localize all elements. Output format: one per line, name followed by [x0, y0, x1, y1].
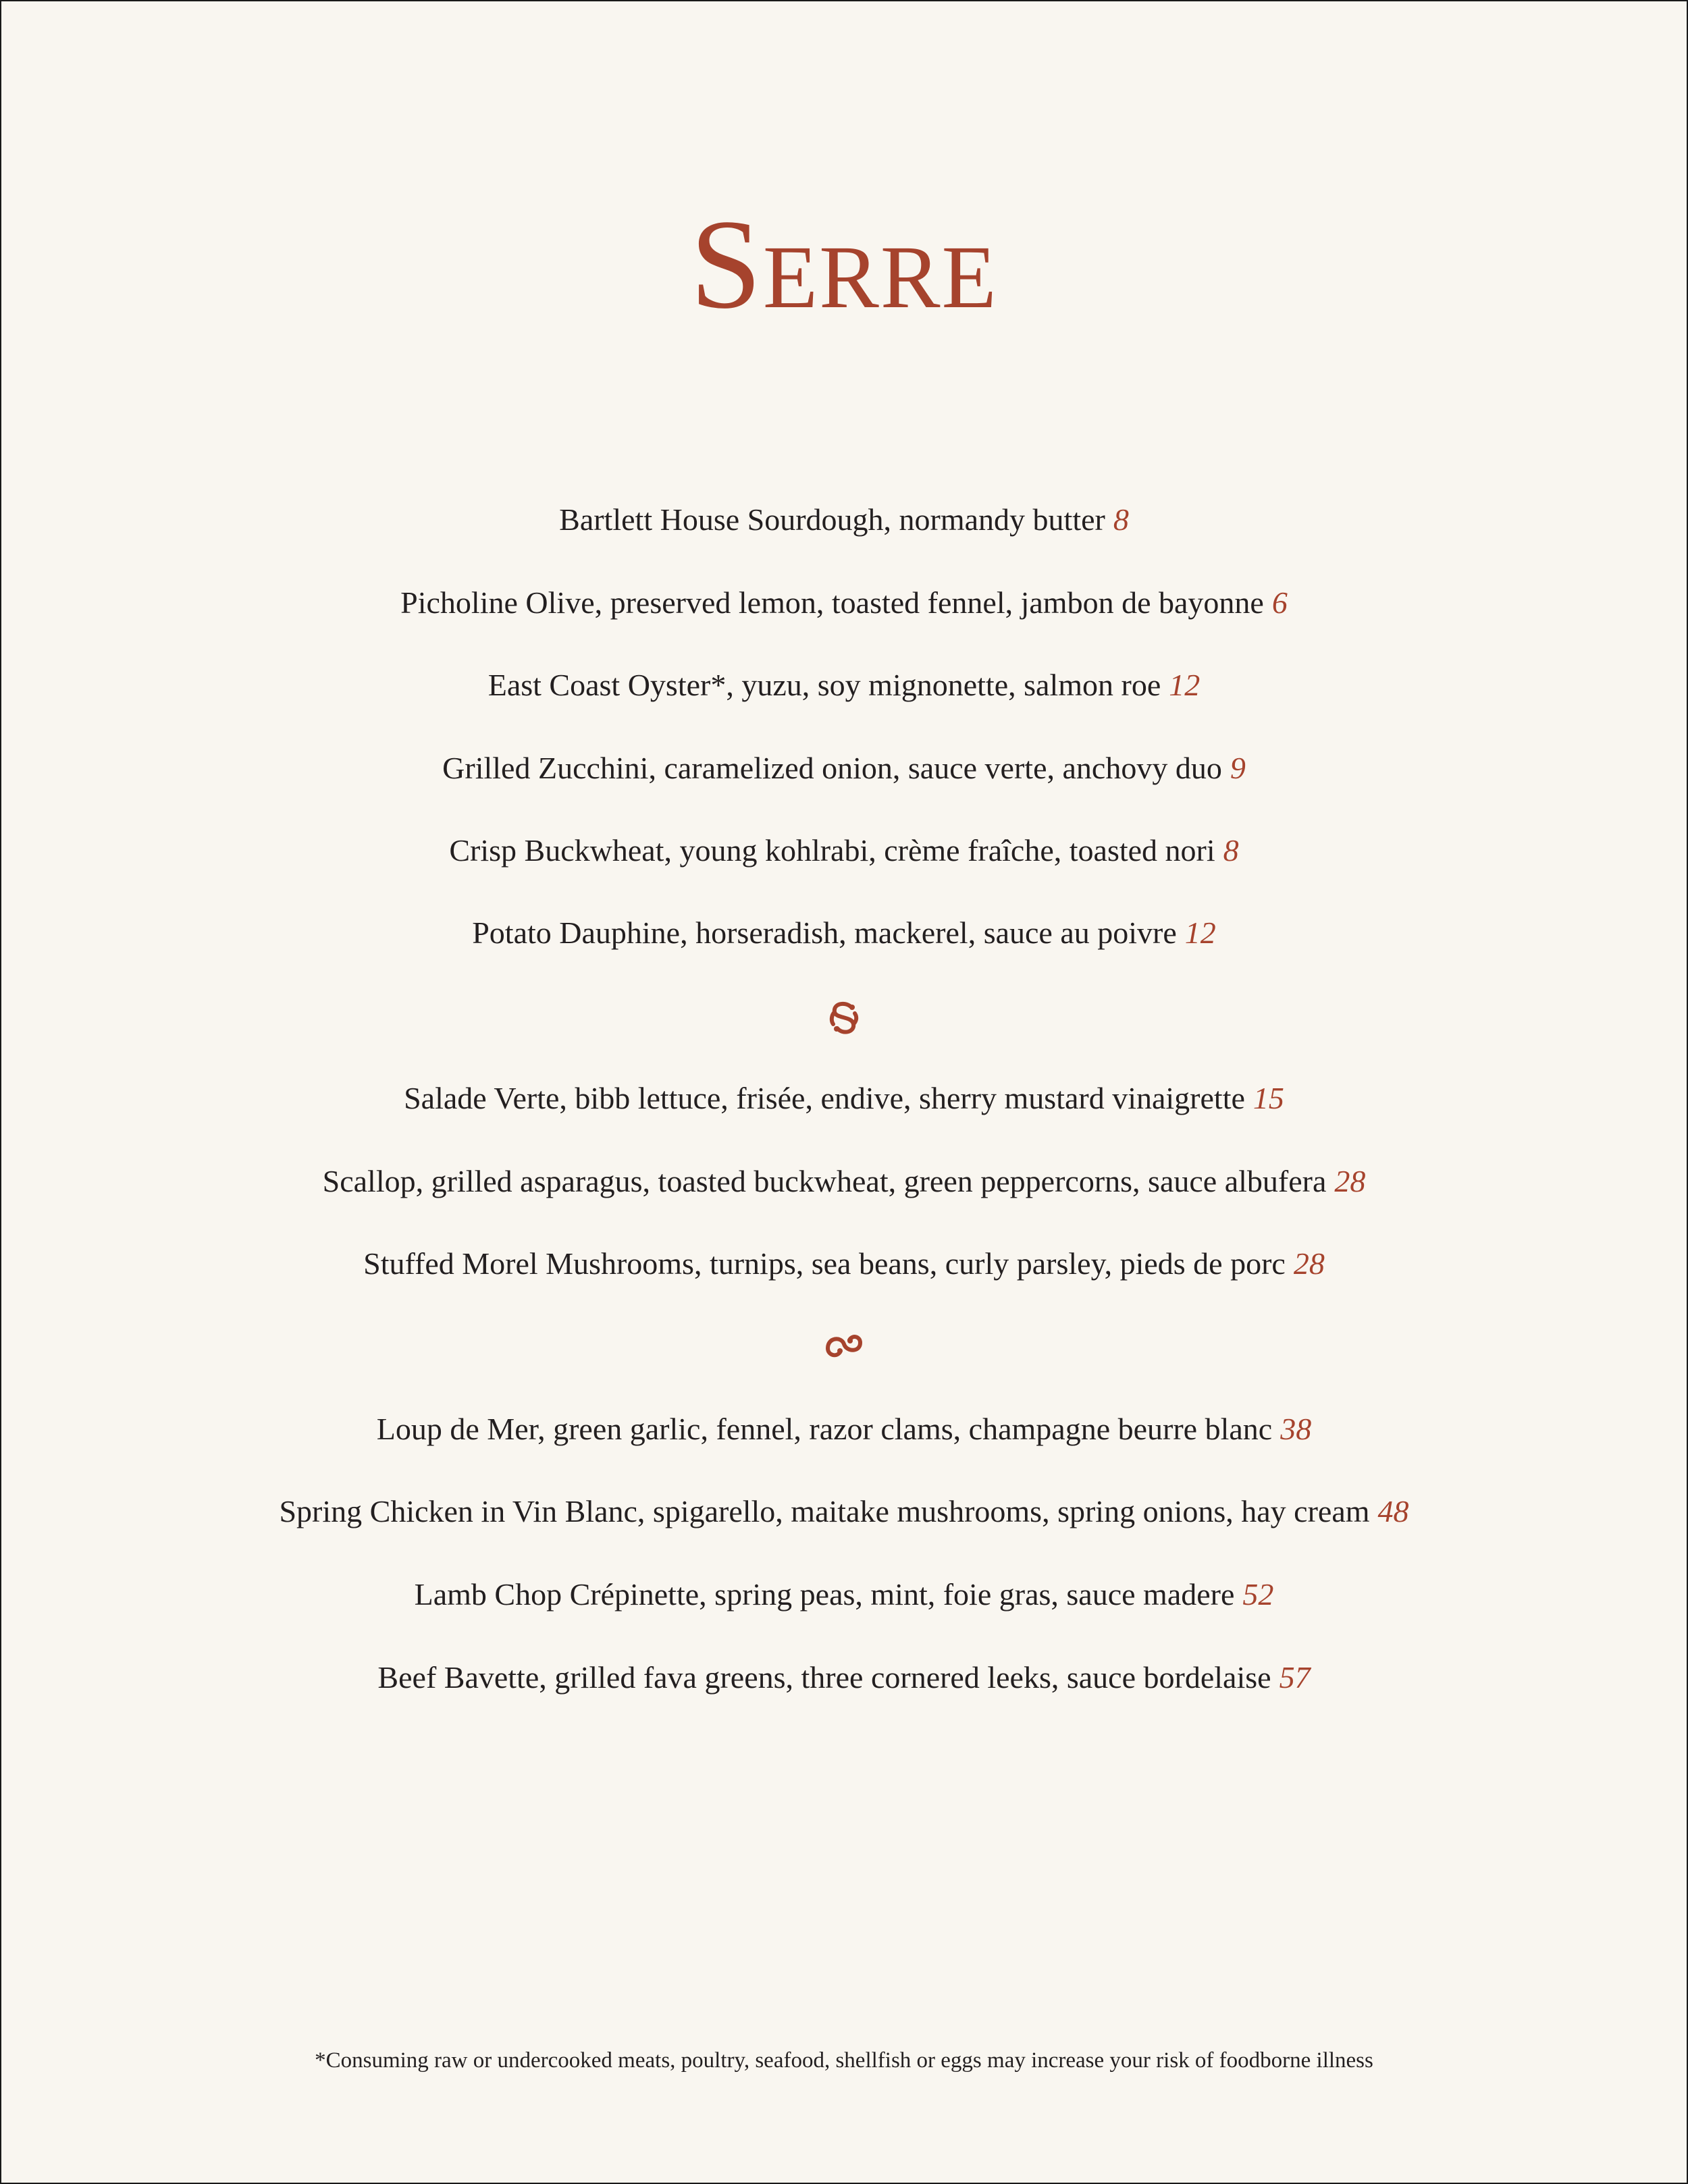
- swirl-flourish-icon: [822, 1328, 866, 1362]
- menu-item-price: 12: [1169, 668, 1201, 702]
- menu-item-name: Lamb Chop Crépinette, spring peas, mint, foie gras, sauce madere: [414, 1577, 1235, 1612]
- menu-item-name: Loup de Mer, green garlic, fennel, razor clams, champagne beurre blanc: [376, 1412, 1273, 1446]
- restaurant-title: Serre: [690, 194, 998, 336]
- menu-item-name: East Coast Oyster*, yuzu, soy mignonette, salmon roe: [487, 668, 1161, 702]
- menu-item: [1, 748, 1687, 789]
- menu-item-price: 8: [1113, 502, 1129, 537]
- menu-item: [1, 1574, 1687, 1615]
- menu-item-name: Beef Bavette, grilled fava greens, three cornered leeks, sauce bordelaise: [377, 1660, 1271, 1695]
- menu-item-price: 28: [1334, 1164, 1366, 1198]
- menu-item-name: Salade Verte, bibb lettuce, frisée, endive, sherry mustard vinaigrette: [404, 1081, 1245, 1115]
- menu-item-price: 9: [1230, 751, 1246, 785]
- menu-item-name: Scallop, grilled asparagus, toasted buckwheat, green peppercorns, sauce albufera: [322, 1164, 1327, 1198]
- menu-item-name: Stuffed Morel Mushrooms, turnips, sea beans, curly parsley, pieds de porc: [363, 1246, 1286, 1281]
- menu-item: [1, 913, 1687, 953]
- menu-item-price: 12: [1184, 915, 1216, 950]
- menu-item: [1, 1409, 1687, 1449]
- menu-item-price: 28: [1293, 1246, 1325, 1281]
- section-divider: [1, 997, 1687, 1040]
- menu-item-name: Crisp Buckwheat, young kohlrabi, crème fraîche, toasted nori: [449, 833, 1215, 868]
- allergy-footnote: *Consuming raw or undercooked meats, poultry, seafood, shellfish or eggs may increase your risk of foodborne illness: [315, 2048, 1373, 2073]
- menu-item-name: Picholine Olive, preserved lemon, toasted fennel, jambon de bayonne: [400, 585, 1264, 620]
- section-divider: [1, 1328, 1687, 1364]
- menu-item: [1, 665, 1687, 705]
- menu-item-price: 38: [1280, 1412, 1312, 1446]
- menu-item-price: 48: [1377, 1494, 1409, 1528]
- menu-item-price: 52: [1242, 1577, 1274, 1612]
- menu-item-name: Potato Dauphine, horseradish, mackerel, sauce au poivre: [472, 915, 1177, 950]
- menu-item: [1, 1161, 1687, 1202]
- menu-item: [1, 500, 1687, 540]
- menu-item-name: Bartlett House Sourdough, normandy butter: [559, 502, 1105, 537]
- menu-item-name: Grilled Zucchini, caramelized onion, sauce verte, anchovy duo: [442, 751, 1222, 785]
- menu-item: [1, 1657, 1687, 1698]
- menu-item: [1, 830, 1687, 871]
- menu-item: [1, 583, 1687, 623]
- menu-item: [1, 1078, 1687, 1119]
- menu-item-price: 57: [1279, 1660, 1311, 1695]
- menu-item-price: 6: [1271, 585, 1288, 620]
- menu-item-price: 8: [1223, 833, 1239, 868]
- menu-item: [1, 1244, 1687, 1284]
- s-flourish-icon: [824, 997, 864, 1038]
- menu-item-price: 15: [1252, 1081, 1284, 1115]
- menu-item: [1, 1491, 1687, 1532]
- menu-item-name: Spring Chicken in Vin Blanc, spigarello, maitake mushrooms, spring onions, hay cream: [279, 1494, 1370, 1528]
